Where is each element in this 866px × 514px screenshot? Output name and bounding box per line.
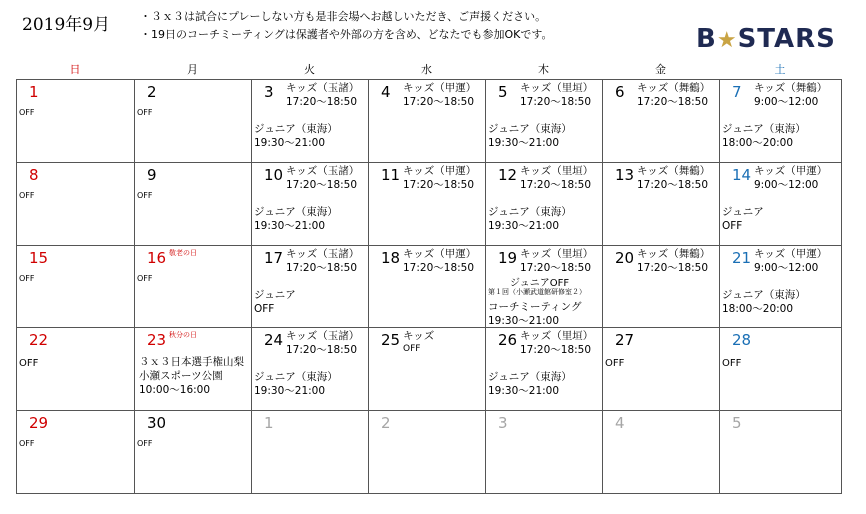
junior-session: ジュニア bbox=[722, 205, 764, 218]
day-number: 4 bbox=[615, 414, 625, 433]
week-row bbox=[17, 245, 842, 328]
kids-time: 17:20～18:50 bbox=[637, 261, 709, 274]
kids-time: 17:20～18:50 bbox=[520, 344, 592, 357]
day-number: 2 bbox=[381, 414, 391, 433]
day-number: 5 bbox=[498, 83, 508, 101]
day-number: 24 bbox=[264, 331, 284, 350]
day-cell[interactable] bbox=[369, 80, 486, 163]
day-cell[interactable] bbox=[720, 328, 842, 411]
off-label: OFF bbox=[403, 344, 421, 355]
kids-session: キッズ（舞鶴） bbox=[637, 82, 711, 94]
day-cell[interactable] bbox=[486, 80, 603, 163]
kids-session: キッズ（甲運） bbox=[754, 247, 828, 260]
day-cell[interactable] bbox=[135, 411, 252, 494]
off-label: OFF bbox=[19, 190, 35, 200]
day-number: 6 bbox=[615, 83, 625, 101]
event-name: ３ｘ３日本選手権山梨 bbox=[139, 356, 244, 369]
logo-stars: STARS bbox=[737, 24, 836, 54]
kids-session: キッズ（甲運） bbox=[403, 82, 477, 94]
off-label: OFF bbox=[19, 108, 35, 117]
kids-time: 9:00～12:00 bbox=[754, 178, 819, 191]
kids-time: 17:20～18:50 bbox=[286, 96, 358, 108]
day-cell[interactable] bbox=[252, 245, 369, 328]
day-cell[interactable] bbox=[603, 245, 720, 328]
day-number: 5 bbox=[732, 414, 742, 433]
kids-time: 17:20～18:50 bbox=[520, 261, 592, 274]
junior-time: 19:30～21:00 bbox=[488, 219, 560, 232]
day-number: 11 bbox=[381, 165, 401, 184]
junior-session: ジュニア（東海） bbox=[488, 371, 572, 384]
junior-time: 19:30～21:00 bbox=[254, 385, 326, 398]
day-number: 1 bbox=[29, 83, 39, 101]
calendar-title: 2019年9月 bbox=[22, 15, 111, 35]
bstars-logo bbox=[696, 24, 836, 54]
junior-time: OFF bbox=[722, 219, 743, 232]
kids-session: キッズ（舞鶴） bbox=[637, 164, 711, 177]
day-cell[interactable] bbox=[17, 328, 135, 411]
day-cell[interactable] bbox=[252, 328, 369, 411]
off-label: OFF bbox=[137, 273, 153, 283]
day-number: 25 bbox=[381, 331, 401, 350]
day-cell[interactable] bbox=[603, 162, 720, 245]
day-number: 2 bbox=[147, 83, 157, 101]
day-cell[interactable] bbox=[252, 80, 369, 163]
kids-time: 17:20～18:50 bbox=[520, 178, 592, 191]
day-cell[interactable] bbox=[369, 328, 486, 411]
note-1: ・３ｘ３は試合にプレーしない方も是非会場へお越しいただき、ご声援ください。 bbox=[140, 10, 547, 23]
junior-session: ジュニア（東海） bbox=[488, 123, 572, 135]
day-cell[interactable] bbox=[603, 328, 720, 411]
junior-time: 19:30～21:00 bbox=[488, 137, 560, 149]
star-icon: ★ bbox=[716, 28, 738, 53]
junior-time: 19:30～21:00 bbox=[254, 137, 326, 149]
day-cell[interactable] bbox=[486, 411, 603, 494]
day-cell[interactable] bbox=[720, 162, 842, 245]
day-cell[interactable] bbox=[486, 162, 603, 245]
holiday-label: 秋分の日 bbox=[169, 331, 197, 340]
day-number: 21 bbox=[732, 248, 752, 267]
day-cell[interactable] bbox=[369, 245, 486, 328]
day-number: 22 bbox=[29, 331, 49, 350]
off-label: OFF bbox=[137, 439, 153, 449]
kids-time: 9:00～12:00 bbox=[754, 96, 819, 108]
kids-time: 17:20～18:50 bbox=[286, 344, 358, 357]
junior-session: ジュニア（東海） bbox=[488, 205, 572, 218]
kids-time: 17:20～18:50 bbox=[403, 261, 475, 274]
day-number: 15 bbox=[29, 248, 49, 267]
day-cell[interactable] bbox=[720, 245, 842, 328]
kids-session: キッズ（玉諸） bbox=[286, 330, 360, 343]
kids-time: 17:20～18:50 bbox=[520, 96, 592, 108]
weekday-6: 土 bbox=[774, 63, 786, 76]
day-number: 12 bbox=[498, 165, 518, 184]
kids-session: キッズ（里垣） bbox=[520, 82, 594, 94]
day-cell[interactable] bbox=[720, 411, 842, 494]
junior-time: OFF bbox=[254, 302, 275, 315]
meeting-venue: 第１回（小瀬武道館研修室２） bbox=[488, 287, 586, 296]
day-number: 10 bbox=[264, 165, 284, 184]
kids-time: 17:20～18:50 bbox=[286, 261, 358, 274]
calendar-grid bbox=[16, 79, 842, 494]
day-cell[interactable] bbox=[603, 80, 720, 163]
day-cell[interactable] bbox=[135, 80, 252, 163]
day-cell[interactable] bbox=[369, 411, 486, 494]
day-number: 29 bbox=[29, 414, 49, 433]
holiday-label: 敬老の日 bbox=[169, 248, 197, 257]
junior-time: 19:30～21:00 bbox=[488, 385, 560, 398]
day-number: 28 bbox=[732, 331, 752, 350]
event-time: 10:00～16:00 bbox=[139, 384, 211, 397]
kids-time: 17:20～18:50 bbox=[637, 178, 709, 191]
junior-off: ジュニアOFF bbox=[510, 277, 570, 289]
day-number: 27 bbox=[615, 331, 635, 350]
week-row bbox=[17, 80, 842, 163]
logo-b: B bbox=[696, 24, 717, 54]
kids-session: キッズ（甲運） bbox=[403, 247, 477, 260]
junior-session: ジュニア（東海） bbox=[722, 123, 806, 135]
kids-session: キッズ（里垣） bbox=[520, 247, 594, 260]
notes bbox=[140, 8, 552, 44]
week-row bbox=[17, 411, 842, 494]
day-cell[interactable] bbox=[17, 245, 135, 328]
junior-session: ジュニア（東海） bbox=[254, 123, 338, 135]
junior-session: ジュニア（東海） bbox=[254, 205, 338, 218]
day-number: 19 bbox=[498, 248, 518, 267]
day-cell[interactable] bbox=[252, 162, 369, 245]
day-cell[interactable] bbox=[17, 162, 135, 245]
junior-session: ジュニア（東海） bbox=[722, 288, 806, 301]
off-label: OFF bbox=[137, 190, 153, 200]
day-cell[interactable] bbox=[252, 411, 369, 494]
kids-session: キッズ（里垣） bbox=[520, 330, 594, 343]
junior-time: 19:30～21:00 bbox=[254, 219, 326, 232]
day-number: 8 bbox=[29, 165, 39, 184]
day-cell[interactable] bbox=[486, 245, 603, 328]
kids-session: キッズ（里垣） bbox=[520, 164, 594, 177]
junior-session: ジュニア bbox=[254, 288, 296, 301]
week-row bbox=[17, 162, 842, 245]
day-number: 13 bbox=[615, 165, 635, 184]
off-label: OFF bbox=[605, 358, 625, 370]
day-cell[interactable] bbox=[135, 245, 252, 328]
day-number: 26 bbox=[498, 331, 518, 350]
day-number: 30 bbox=[147, 414, 167, 433]
day-number: 23 bbox=[147, 331, 167, 350]
kids-time: 17:20～18:50 bbox=[637, 96, 709, 108]
kids-session: キッズ（舞鶴） bbox=[754, 82, 828, 94]
coach-meeting: コーチミーティング bbox=[488, 300, 582, 313]
kids-session: キッズ（甲運） bbox=[754, 164, 828, 177]
day-cell[interactable] bbox=[486, 328, 603, 411]
week-row bbox=[17, 328, 842, 411]
note-2: ・19日のコーチミーティングは保護者や外部の方を含め、どなたでも参加OKです。 bbox=[140, 28, 553, 41]
weekday-4: 木 bbox=[538, 63, 549, 76]
kids-session: キッズ（舞鶴） bbox=[637, 247, 711, 260]
meeting-time: 19:30～21:00 bbox=[488, 314, 560, 327]
day-number: 14 bbox=[732, 165, 752, 184]
day-number: 1 bbox=[264, 414, 274, 433]
day-cell[interactable] bbox=[135, 328, 252, 411]
day-cell[interactable] bbox=[135, 162, 252, 245]
weekday-5: 金 bbox=[655, 63, 666, 76]
event-venue: 小瀬スポーツ公園 bbox=[139, 370, 223, 383]
off-label: OFF bbox=[19, 439, 35, 449]
day-number: 17 bbox=[264, 248, 284, 267]
weekday-header bbox=[16, 60, 841, 79]
day-cell[interactable] bbox=[17, 411, 135, 494]
day-number: 9 bbox=[147, 165, 157, 184]
kids-session: キッズ（玉諸） bbox=[286, 82, 360, 94]
junior-time: 18:00～20:00 bbox=[722, 302, 794, 315]
weekday-2: 火 bbox=[304, 63, 315, 76]
day-cell[interactable] bbox=[369, 162, 486, 245]
day-number: 4 bbox=[381, 83, 391, 101]
kids-session: キッズ（玉諸） bbox=[286, 164, 360, 177]
day-cell[interactable] bbox=[17, 80, 135, 163]
day-cell[interactable] bbox=[603, 411, 720, 494]
off-label: OFF bbox=[19, 273, 35, 283]
junior-time: 18:00～20:00 bbox=[722, 137, 794, 149]
day-number: 3 bbox=[498, 414, 508, 433]
kids-time: 17:20～18:50 bbox=[286, 178, 358, 191]
day-number: 16 bbox=[147, 248, 167, 267]
day-cell[interactable] bbox=[720, 80, 842, 163]
off-label: OFF bbox=[19, 358, 39, 370]
day-number: 3 bbox=[264, 83, 274, 101]
weekday-1: 月 bbox=[187, 63, 198, 76]
kids-time: 17:20～18:50 bbox=[403, 178, 475, 191]
junior-session: ジュニア（東海） bbox=[254, 371, 338, 384]
off-label: OFF bbox=[722, 358, 742, 370]
weekday-0: 日 bbox=[69, 63, 81, 76]
kids-session: キッズ（玉諸） bbox=[286, 247, 360, 260]
off-label: OFF bbox=[137, 108, 153, 117]
day-number: 18 bbox=[381, 248, 401, 267]
day-number: 20 bbox=[615, 248, 635, 267]
kids-time: 17:20～18:50 bbox=[403, 96, 475, 108]
day-number: 7 bbox=[732, 83, 742, 101]
kids-time: 9:00～12:00 bbox=[754, 261, 819, 274]
weekday-3: 水 bbox=[421, 63, 432, 76]
kids-session: キッズ（甲運） bbox=[403, 164, 477, 177]
kids-session: キッズ bbox=[403, 330, 435, 343]
